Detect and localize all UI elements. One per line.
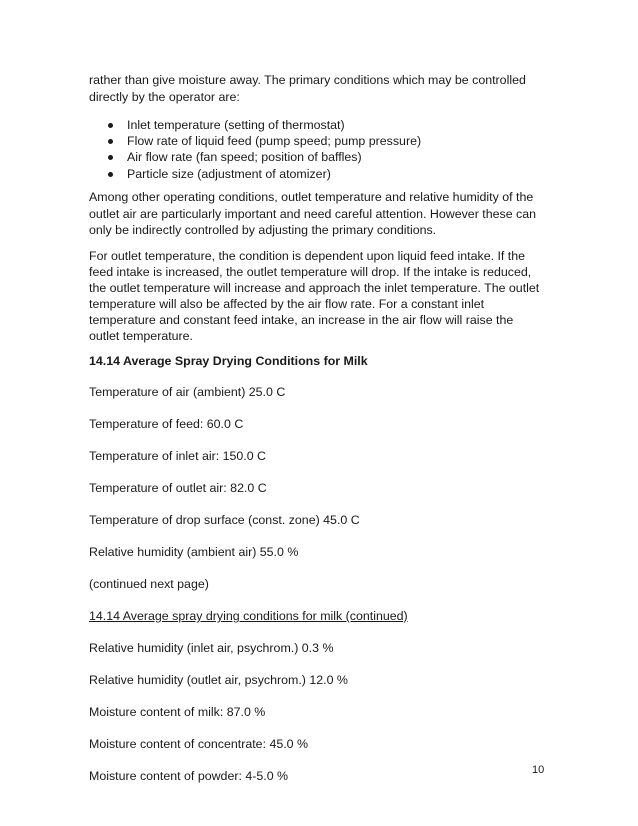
para3-line-3: the outlet temperature will increase and approach the inlet temperature. The outlet	[89, 281, 540, 295]
para2-line-3: only be indirectly controlled by adjusting the primary conditions.	[89, 223, 437, 237]
list-item: Inlet temperature (setting of thermostat)	[89, 117, 559, 133]
para3-line-4: temperature will also be affected by the air flow rate. For a constant inlet	[89, 297, 485, 311]
continued-note: (continued next page)	[89, 577, 209, 591]
continued-heading: 14.14 Average spray drying conditions for milk (continued)	[89, 609, 408, 623]
list-item: Air flow rate (fan speed; position of baffles)	[89, 149, 559, 165]
para3-line-2: feed intake is increased, the outlet temperature will drop. If the intake is reduced,	[89, 265, 532, 279]
list-item: Particle size (adjustment of atomizer)	[89, 166, 559, 182]
para3-line-5: temperature and constant feed intake, an increase in the air flow will raise the	[89, 313, 514, 327]
condition-line: Temperature of air (ambient) 25.0 C	[89, 385, 286, 399]
page-number: 10	[532, 764, 545, 776]
para3-line-1: For outlet temperature, the condition is dependent upon liquid feed intake. If the	[89, 249, 526, 263]
condition-line: Temperature of drop surface (const. zone) 45.0 C	[89, 513, 360, 527]
condition-line: Relative humidity (ambient air) 55.0 %	[89, 545, 299, 559]
para2-line-1: Among other operating conditions, outlet temperature and relative humidity of the	[89, 190, 534, 204]
condition-line: Temperature of feed: 60.0 C	[89, 417, 244, 431]
para3-line-6: outlet temperature.	[89, 329, 194, 343]
primary-conditions-list	[89, 117, 559, 182]
para2-line-2: outlet air are particularly important and need careful attention. However these can	[89, 207, 537, 221]
condition-line: Temperature of inlet air: 150.0 C	[89, 449, 267, 463]
condition-line: Moisture content of milk: 87.0 %	[89, 705, 266, 719]
intro-line-1: rather than give moisture away. The primary conditions which may be controlled	[89, 73, 526, 87]
condition-line: Moisture content of concentrate: 45.0 %	[89, 737, 309, 751]
condition-line: Temperature of outlet air: 82.0 C	[89, 481, 267, 495]
list-item: Flow rate of liquid feed (pump speed; pump pressure)	[89, 133, 559, 149]
condition-line: Relative humidity (outlet air, psychrom.) 12.0 %	[89, 673, 348, 687]
condition-line: Relative humidity (inlet air, psychrom.) 0.3 %	[89, 641, 334, 655]
section-heading: 14.14 Average Spray Drying Conditions for Milk	[89, 354, 368, 368]
intro-line-2: directly by the operator are:	[89, 90, 240, 104]
condition-line: Moisture content of powder: 4-5.0 %	[89, 769, 289, 783]
